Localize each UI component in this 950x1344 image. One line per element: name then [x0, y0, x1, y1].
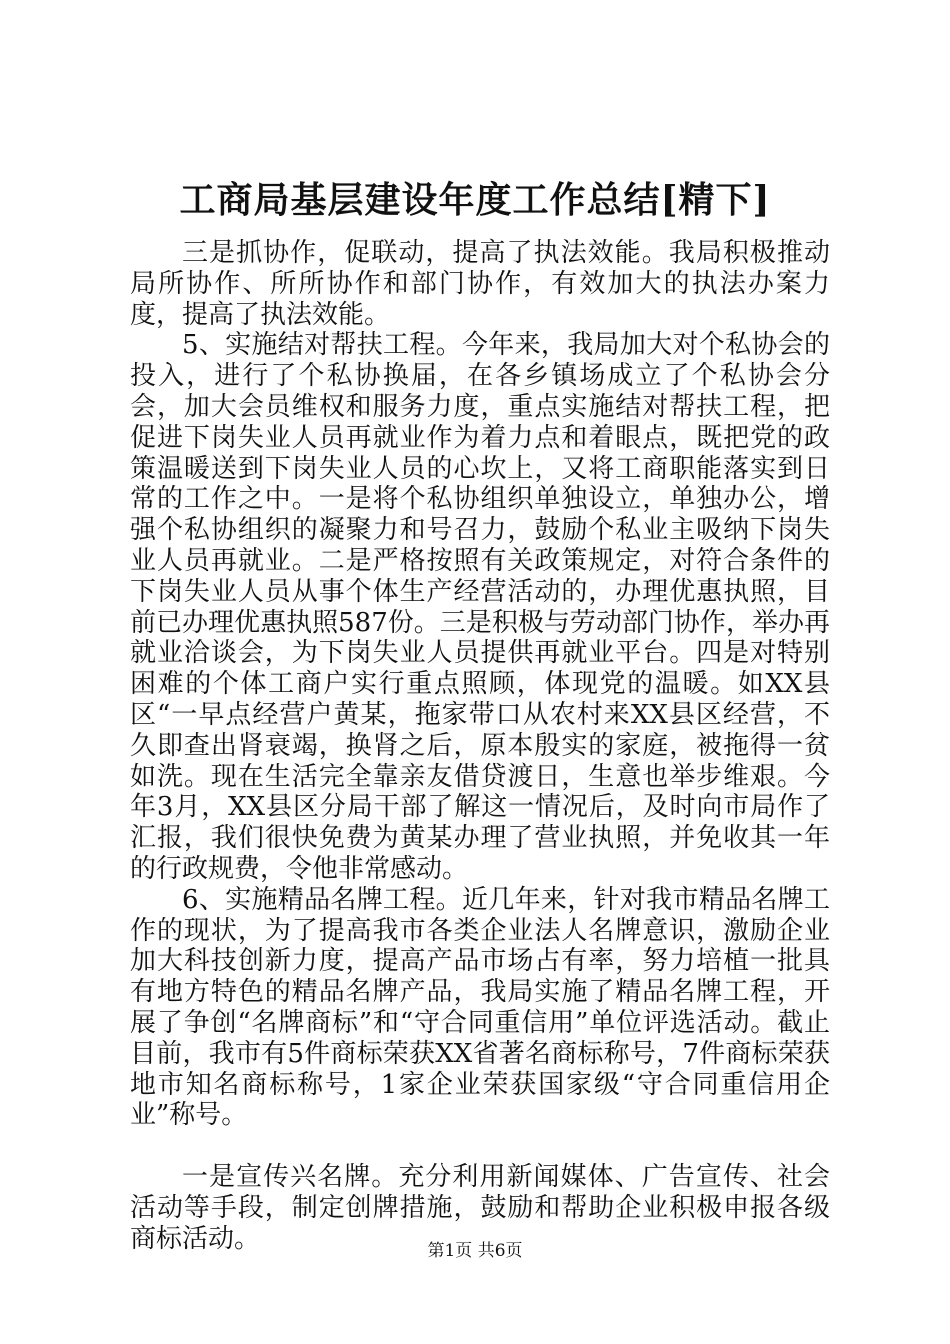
paragraph-cooperation: 三是抓协作，促联动，提高了执法效能。我局积极推动局所协作、所所协作和部门协作，有效加大的执法办案力度，提高了执法效能。 — [130, 238, 830, 330]
paragraph-brand-promotion: 一是宣传兴名牌。充分利用新闻媒体、广告宣传、社会活动等手段，制定创牌措施，鼓励和帮助企业积极申报各级商标活动。 — [130, 1162, 830, 1254]
document-body — [130, 238, 830, 1255]
document-title: 工商局基层建设年度工作总结[精下] — [179, 179, 771, 221]
paragraph-pairing-assistance: 5、实施结对帮扶工程。今年来，我局加大对个私协会的投入，进行了个私协换届，在各乡镇场成立了个私协会分会，加大会员维权和服务力度，重点实施结对帮扶工程，把促进下岗失业人员再就业作为着力点和着眼点，既把党的政策温暖送到下岗失业人员的心坎上，又将工商职能落实到日常的工作之中。一是将个私协组织单独设立，单独办公，增强个私协组织的凝聚力和号召力，鼓励个私业主吸纳下岗失业人员再就业。二是严格按照有关政策规定，对符合条件的下岗失业人员从事个体生产经营活动的，办理优惠执照，目前已办理优惠执照587份。三是积极与劳动部门协作，举办再就业洽谈会，为下岗失业人员提供再就业平台。四是对特别困难的个体工商户实行重点照顾，体现党的温暖。如XX县区“一早点经营户黄某，拖家带口从农村来XX县区经营，不久即查出肾衰竭，换肾之后，原本殷实的家庭，被拖得一贫如洗。现在生活完全靠亲友借贷渡日，生意也举步维艰。今年3月，XX县区分局干部了解这一情况后，及时向市局作了汇报，我们很快免费为黄某办理了营业执照，并免收其一年的行政规费，令他非常感动。 — [130, 330, 830, 884]
page-footer: 第1页 共6页 — [427, 1241, 523, 1261]
paragraph-brand-project: 6、实施精品名牌工程。近几年来，针对我市精品名牌工作的现状，为了提高我市各类企业法人名牌意识，激励企业加大科技创新力度，提高产品市场占有率，努力培植一批具有地方特色的精品名牌产品，我局实施了精品名牌工程，开展了争创“名牌商标”和“守合同重信用”单位评选活动。截止目前，我市有5件商标荣获XX省著名商标称号，7件商标荣获地市知名商标称号，1家企业荣获国家级“守合同重信用企业”称号。 — [130, 884, 830, 1131]
